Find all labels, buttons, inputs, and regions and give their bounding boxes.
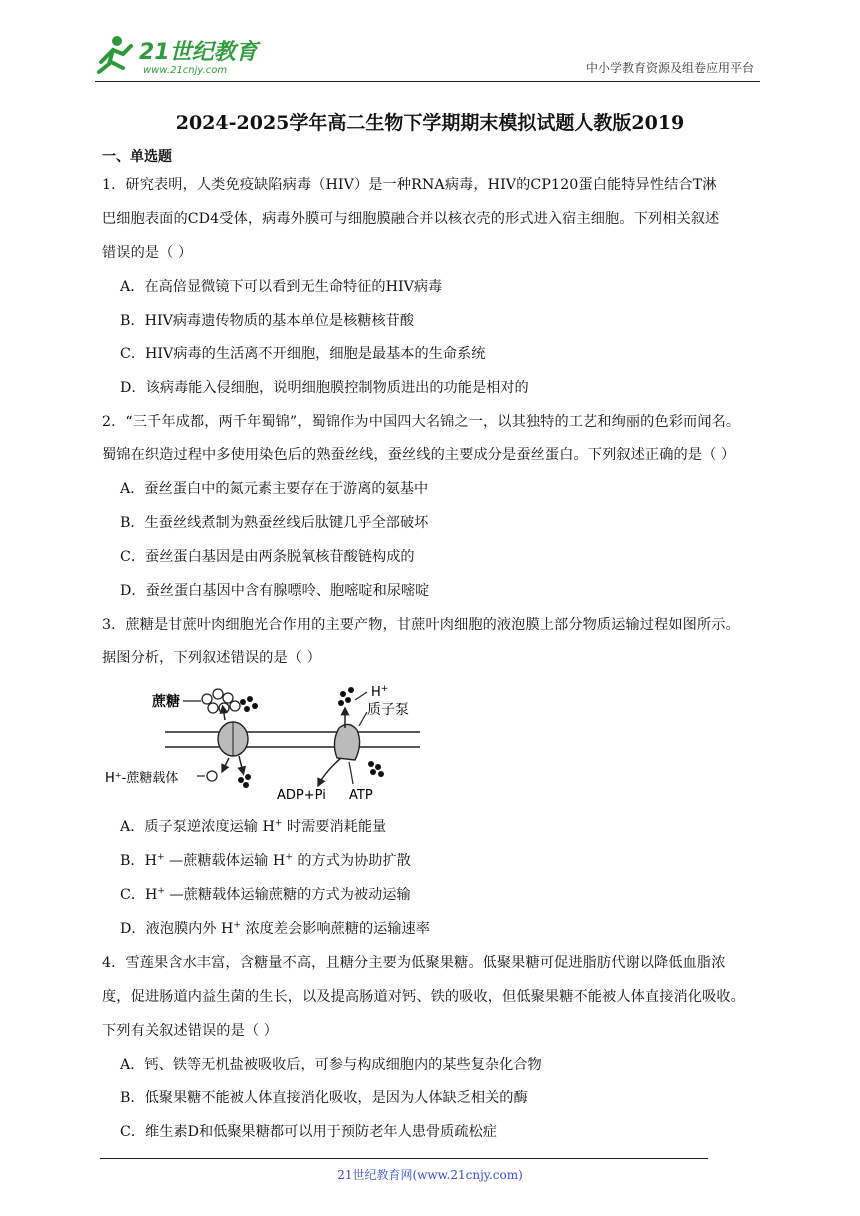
label-carrier: H⁺-蔗糖载体 [105, 771, 179, 786]
footer-divider [100, 1158, 708, 1159]
question-4-line-3: 下列有关叙述错误的是（ ） [102, 1023, 279, 1039]
question-2-option-d: D．蚕丝蛋白基因中含有腺嘌呤、胞嘧啶和尿嘧啶 [120, 583, 430, 599]
question-3-line-2: 据图分析，下列叙述错误的是（ ） [102, 650, 321, 666]
question-3-line-1: 3．蔗糖是甘蔗叶肉细胞光合作用的主要产物，甘蔗叶肉细胞的液泡膜上部分物质运输过程如图所示。 [102, 617, 740, 633]
question-3-option-a: A．质子泵逆浓度运输 H+ 时需要消耗能量 [120, 818, 387, 835]
question-1-option-d: D．该病毒能入侵细胞，说明细胞膜控制物质进出的功能是相对的 [120, 380, 529, 396]
label-sucrose: 蔗糖 [152, 694, 180, 710]
question-2-option-b: B．生蚕丝线煮制为熟蚕丝线后肽键几乎全部破坏 [120, 515, 429, 531]
logo-icon [95, 32, 265, 78]
svg-text:21世纪教育: 21世纪教育 [139, 40, 258, 65]
question-2-line-2: 蜀锦在织造过程中多使用染色后的熟蚕丝线，蚕丝线的主要成分是蚕丝蛋白。下列叙述正确的是（ ） [102, 447, 736, 463]
question-2-option-c: C．蚕丝蛋白基因是由两条脱氧核苷酸链构成的 [120, 549, 415, 565]
label-h-plus: H+ [371, 684, 389, 700]
section-heading: 一、单选题 [102, 149, 172, 165]
label-atp: ATP [349, 788, 373, 803]
question-4-option-a: A．钙、铁等无机盐被吸收后，可参与构成细胞内的某些复杂化合物 [120, 1057, 542, 1073]
label-proton-pump: 质子泵 [367, 702, 409, 718]
question-1-line-2: 巴细胞表面的CD4受体，病毒外膜可与细胞膜融合并以核衣壳的形式进入宿主细胞。下列相关叙述 [102, 211, 720, 227]
question-2-line-1: 2．“三千年成都，两千年蜀锦”，蜀锦作为中国四大名锦之一，以其独特的工艺和绚丽的色彩而闻名。 [102, 414, 741, 430]
label-adp: ADP+Pi [277, 788, 326, 803]
question-3-option-b: B．H+ —蔗糖载体运输 H+ 的方式为协助扩散 [120, 852, 411, 869]
svg-text:www.21cnjy.com: www.21cnjy.com [143, 65, 228, 76]
question-1-line-1: 1．研究表明，人类免疫缺陷病毒（HIV）是一种RNA病毒，HIV的CP120蛋白能特异性结合T淋 [102, 177, 717, 193]
question-1-line-3: 错误的是（ ） [102, 245, 193, 261]
question-1-option-b: B．HIV病毒遗传物质的基本单位是核糖核苷酸 [120, 313, 415, 329]
question-3-option-c: C．H+ —蔗糖载体运输蔗糖的方式为被动运输 [120, 886, 411, 903]
platform-name: 中小学教育资源及组卷应用平台 [585, 61, 754, 75]
membrane-transport-diagram [105, 672, 425, 807]
footer-link[interactable]: 21世纪教育网(www.21cnjy.com) [337, 1168, 523, 1182]
page-header [95, 30, 760, 82]
question-4-option-b: B．低聚果糖不能被人体直接消化吸收，是因为人体缺乏相关的酶 [120, 1090, 528, 1106]
question-1-option-c: C．HIV病毒的生活离不开细胞，细胞是最基本的生命系统 [120, 346, 486, 362]
question-4-line-1: 4．雪莲果含水丰富，含糖量不高，且糖分主要为低聚果糖。低聚果糖可促进脂肪代谢以降低血脂浓 [102, 955, 726, 971]
question-4-option-c: C．维生素D和低聚果糖都可以用于预防老年人患骨质疏松症 [120, 1124, 497, 1140]
question-2-option-a: A．蚕丝蛋白中的氮元素主要存在于游离的氨基中 [120, 481, 429, 497]
question-1-option-a: A．在高倍显微镜下可以看到无生命特征的HIV病毒 [120, 279, 443, 295]
question-3-option-d: D．液泡膜内外 H+ 浓度差会影响蔗糖的运输速率 [120, 920, 430, 937]
proton-pump-shape [334, 724, 359, 760]
page-title: 2024-2025学年高二生物下学期期末模拟试题人教版2019 [175, 112, 685, 134]
question-4-line-2: 度，促进肠道内益生菌的生长，以及提高肠道对钙、铁的吸收，但低聚果糖不能被人体直接消化吸收。 [102, 989, 745, 1005]
